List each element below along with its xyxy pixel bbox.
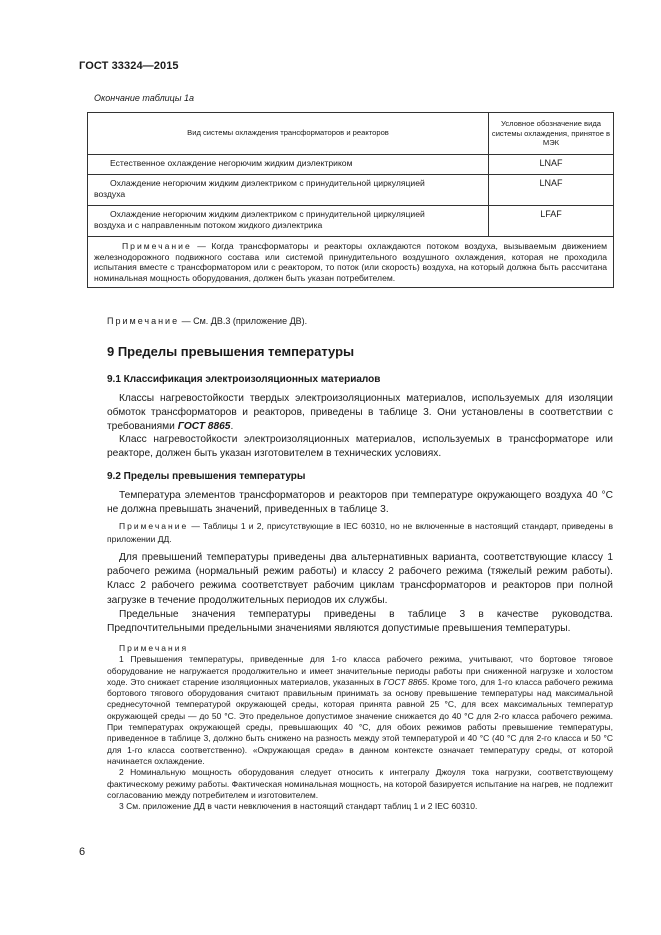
- row-type: [88, 206, 489, 237]
- note-9-2: [107, 520, 613, 545]
- row-type-line1: Охлаждение негорючим жидким диэлектриком с принудительной циркуляцией: [110, 209, 425, 219]
- note-label: Примечание: [119, 521, 189, 531]
- subsection-9-2-title: 9.2 Пределы превышения температуры: [107, 471, 306, 482]
- row-code: LNAF: [489, 175, 614, 206]
- column-header-code: Условное обозначение вида системы охлаждения, принятое в МЭК: [489, 113, 614, 155]
- row-type-line2: воздуха: [94, 188, 126, 199]
- row-type: [88, 155, 489, 175]
- notes-block: [107, 643, 613, 812]
- row-type-line1: Охлаждение негорючим жидким диэлектриком с принудительной циркуляцией: [110, 178, 425, 188]
- row-type-text: Естественное охлаждение негорючим жидким диэлектриком: [110, 158, 353, 168]
- table-row: [88, 175, 614, 206]
- row-type-line2: воздуха и с направленным потоком жидкого диэлектрика: [94, 219, 323, 230]
- page-number: 6: [79, 846, 86, 858]
- text: Температура элементов трансформаторов и реакторов при температуре окружающего воздуха 40 °С не должна превышать значений, приведенных в таблице 3.: [107, 490, 613, 516]
- table-note-row: [88, 237, 614, 288]
- table-note: [88, 237, 614, 288]
- paragraph-9-2-2: [107, 551, 613, 608]
- text: Класс нагревостойкости электроизоляционных материалов, используемых в трансформаторе или реакторе, должен быть указан изготовителем в технических условиях.: [107, 434, 613, 460]
- table-header-row: [88, 113, 614, 155]
- table-note-text: — Когда трансформаторы и реакторы охлаждаются потоком воздуха, вызываемым движением железнодорожного подвижного состава или системой принудительного воздушного охлаждения, которая не проходила испытания вместе с трансформатором или с реактором, то поток (или скорость) воздуха, на который должна быть рассчитана номинальная мощность оборудования, должен быть указан потребителем.: [94, 241, 607, 283]
- paragraph-9-2-1: [107, 489, 613, 517]
- notes-title: Примечания: [119, 643, 189, 653]
- table-row: [88, 155, 614, 175]
- table-caption: Окончание таблицы 1а: [94, 93, 194, 103]
- subsection-9-1-title: 9.1 Классификация электроизоляционных материалов: [107, 374, 381, 385]
- table-row: [88, 206, 614, 237]
- note-1: 1 Превышения температуры, приведенные для 1-го класса рабочего режима, учитывают, что бортовое тяговое оборудование не нагружается продолжительно и имеет значительные периоды работы при сниженной нагрузке и холостом ходе. Это снижает старение изоляционных материалов, указанных в ГОСТ 8865. Кроме того, для 1-го класса рабочего режима бортового тягового оборудования считают правильным принимать за основу превышение температуры над максимальной среднесуточной температурой окружающей среды, которая принята равной 25 °С, для всех максимальных температур окружающей среды — до 50 °С. Это предельное допустимое значение снижается до 40 °С для 2-го класса рабочего режима. При температурах окружающей среды, превышающих 40 °С, для обоих режимов работы превышение температуры, приведенное в таблице 3, должно быть снижено на разность между этой температурой и 40 °С (40 °С для 2-го класса и 50 °С для 1-го класса соответственно). «Окружающая среда» в данном контексте означает температуру среды, от которой начинается охлаждение.: [107, 654, 613, 766]
- table-note-label: Примечание: [122, 241, 192, 251]
- note-label: Примечание: [107, 316, 180, 326]
- gost-reference: ГОСТ 8865: [177, 421, 231, 433]
- section-9-title: 9 Пределы превышения температуры: [107, 344, 355, 359]
- paragraph-9-1-1: [107, 392, 613, 435]
- row-type: [88, 175, 489, 206]
- note-2: 2 Номинальную мощность оборудования следует относить к интегралу Джоуля тока нагрузки, соответствующему фактическому режиму работы. Фактическая номинальная мощность, на которой базируется испытание на нагрев, не подлежит согласованию между потребителем и изготовителем.: [107, 767, 613, 800]
- note-text: — Таблицы 1 и 2, присутствующие в IEC 60310, но не включенные в настоящий стандарт, приведены в приложении ДД.: [107, 521, 613, 544]
- cooling-systems-table: [87, 112, 614, 288]
- row-code: LNAF: [489, 155, 614, 175]
- document-header: ГОСТ 33324—2015: [79, 60, 179, 72]
- row-code: LFAF: [489, 206, 614, 237]
- gost-reference: ГОСТ 8865: [383, 676, 428, 687]
- paragraph-9-1-2: [107, 433, 613, 461]
- column-header-type: Вид системы охлаждения трансформаторов и реакторов: [88, 113, 489, 155]
- note-after-table: [107, 316, 307, 326]
- note-3: 3 См. приложение ДД в части невключения в настоящий стандарт таблиц 1 и 2 IEC 60310.: [119, 801, 478, 812]
- text: Для превышений температуры приведены два альтернативных варианта, соответствующие классу 1 рабочего режима (нормальный режим работы) и классу 2 рабочего режима (тяжелый режим работы). Класс 2 рабочего режима соответствует рабочим циклам трансформаторов и реакторов при полной загрузке в течение продолжительных периодов их службы.: [107, 552, 613, 606]
- paragraph-9-2-3: [107, 608, 613, 636]
- text: Предельные значения температуры приведены в таблице 3 в качестве руководства. Предпочтительными предельными значениями являются допустимые превышения температуры.: [107, 609, 613, 635]
- text: Классы нагревостойкости твердых электроизоляционных материалов, используемых для изоляции обмоток трансформаторов и реакторов, приведены в таблице 3. Они установлены в соответствии с требованиями: [107, 393, 613, 433]
- text: .: [230, 421, 234, 433]
- note-text: — См. ДВ.3 (приложение ДВ).: [179, 316, 308, 326]
